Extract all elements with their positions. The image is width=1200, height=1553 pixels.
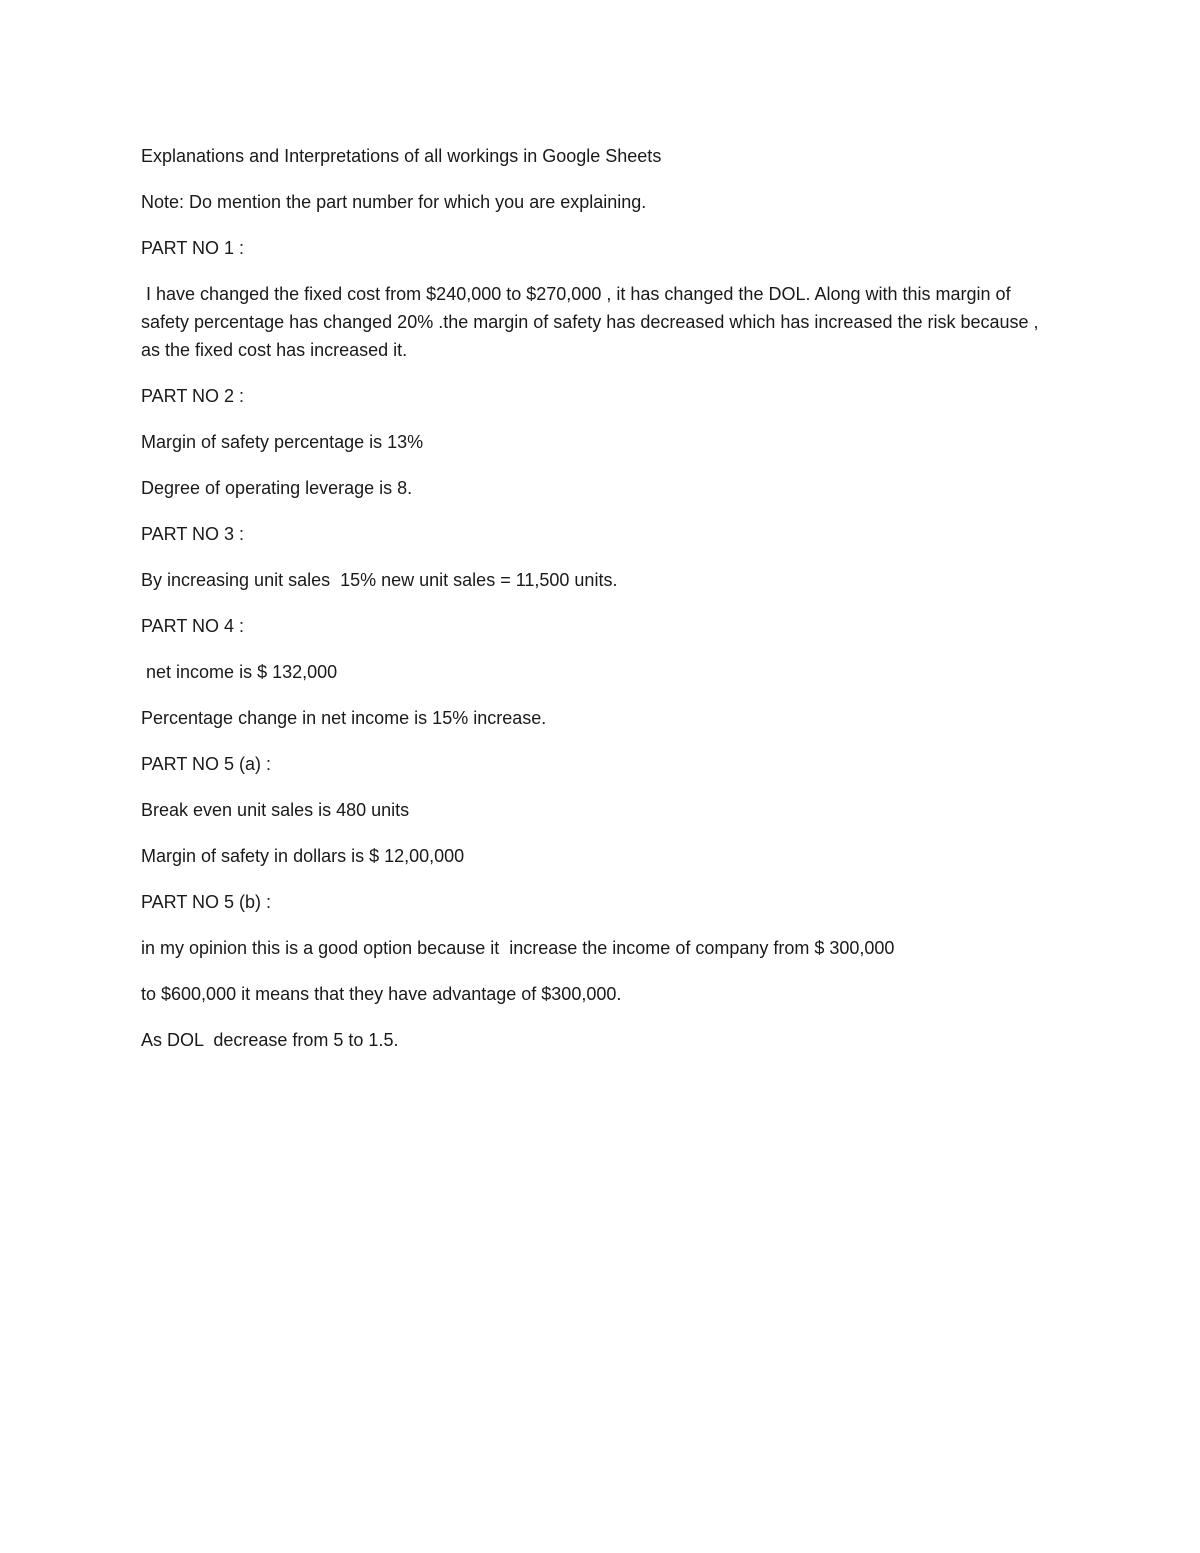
part-2-dol: Degree of operating leverage is 8.	[141, 478, 413, 498]
part-2-margin-of-safety: Margin of safety percentage is 13%	[141, 432, 424, 452]
part-4-heading: PART NO 4 :	[141, 616, 245, 636]
part-1-heading: PART NO 1 :	[141, 238, 245, 258]
part-5b-opinion: in my opinion this is a good option because it increase the income of company from $ 300,000	[141, 938, 895, 958]
part-5a-margin-of-safety: Margin of safety in dollars is $ 12,00,000	[141, 846, 465, 866]
part-4-net-income: net income is $ 132,000	[141, 662, 338, 682]
part-1-text: I have changed the fixed cost from $240,000 to $270,000 , it has changed the DOL. Along with this margin of safety percentage has changed 20% .the margin of safety has decreased which has increased the risk because , as the fixed cost has increased it.	[141, 284, 1044, 360]
part-2-heading: PART NO 2 :	[141, 386, 245, 406]
document-title: Explanations and Interpretations of all workings in Google Sheets	[141, 146, 662, 166]
part-5a-break-even: Break even unit sales is 480 units	[141, 800, 410, 820]
part-4-percentage-change: Percentage change in net income is 15% increase.	[141, 708, 547, 728]
document-body	[141, 142, 1061, 1072]
part-5b-dol: As DOL decrease from 5 to 1.5.	[141, 1030, 399, 1050]
part-5a-heading: PART NO 5 (a) :	[141, 754, 272, 774]
document-note: Note: Do mention the part number for which you are explaining.	[141, 192, 647, 212]
part-3-heading: PART NO 3 :	[141, 524, 245, 544]
part-5b-advantage: to $600,000 it means that they have advantage of $300,000.	[141, 984, 622, 1004]
part-5b-heading: PART NO 5 (b) :	[141, 892, 272, 912]
part-3-text: By increasing unit sales 15% new unit sales = 11,500 units.	[141, 570, 618, 590]
